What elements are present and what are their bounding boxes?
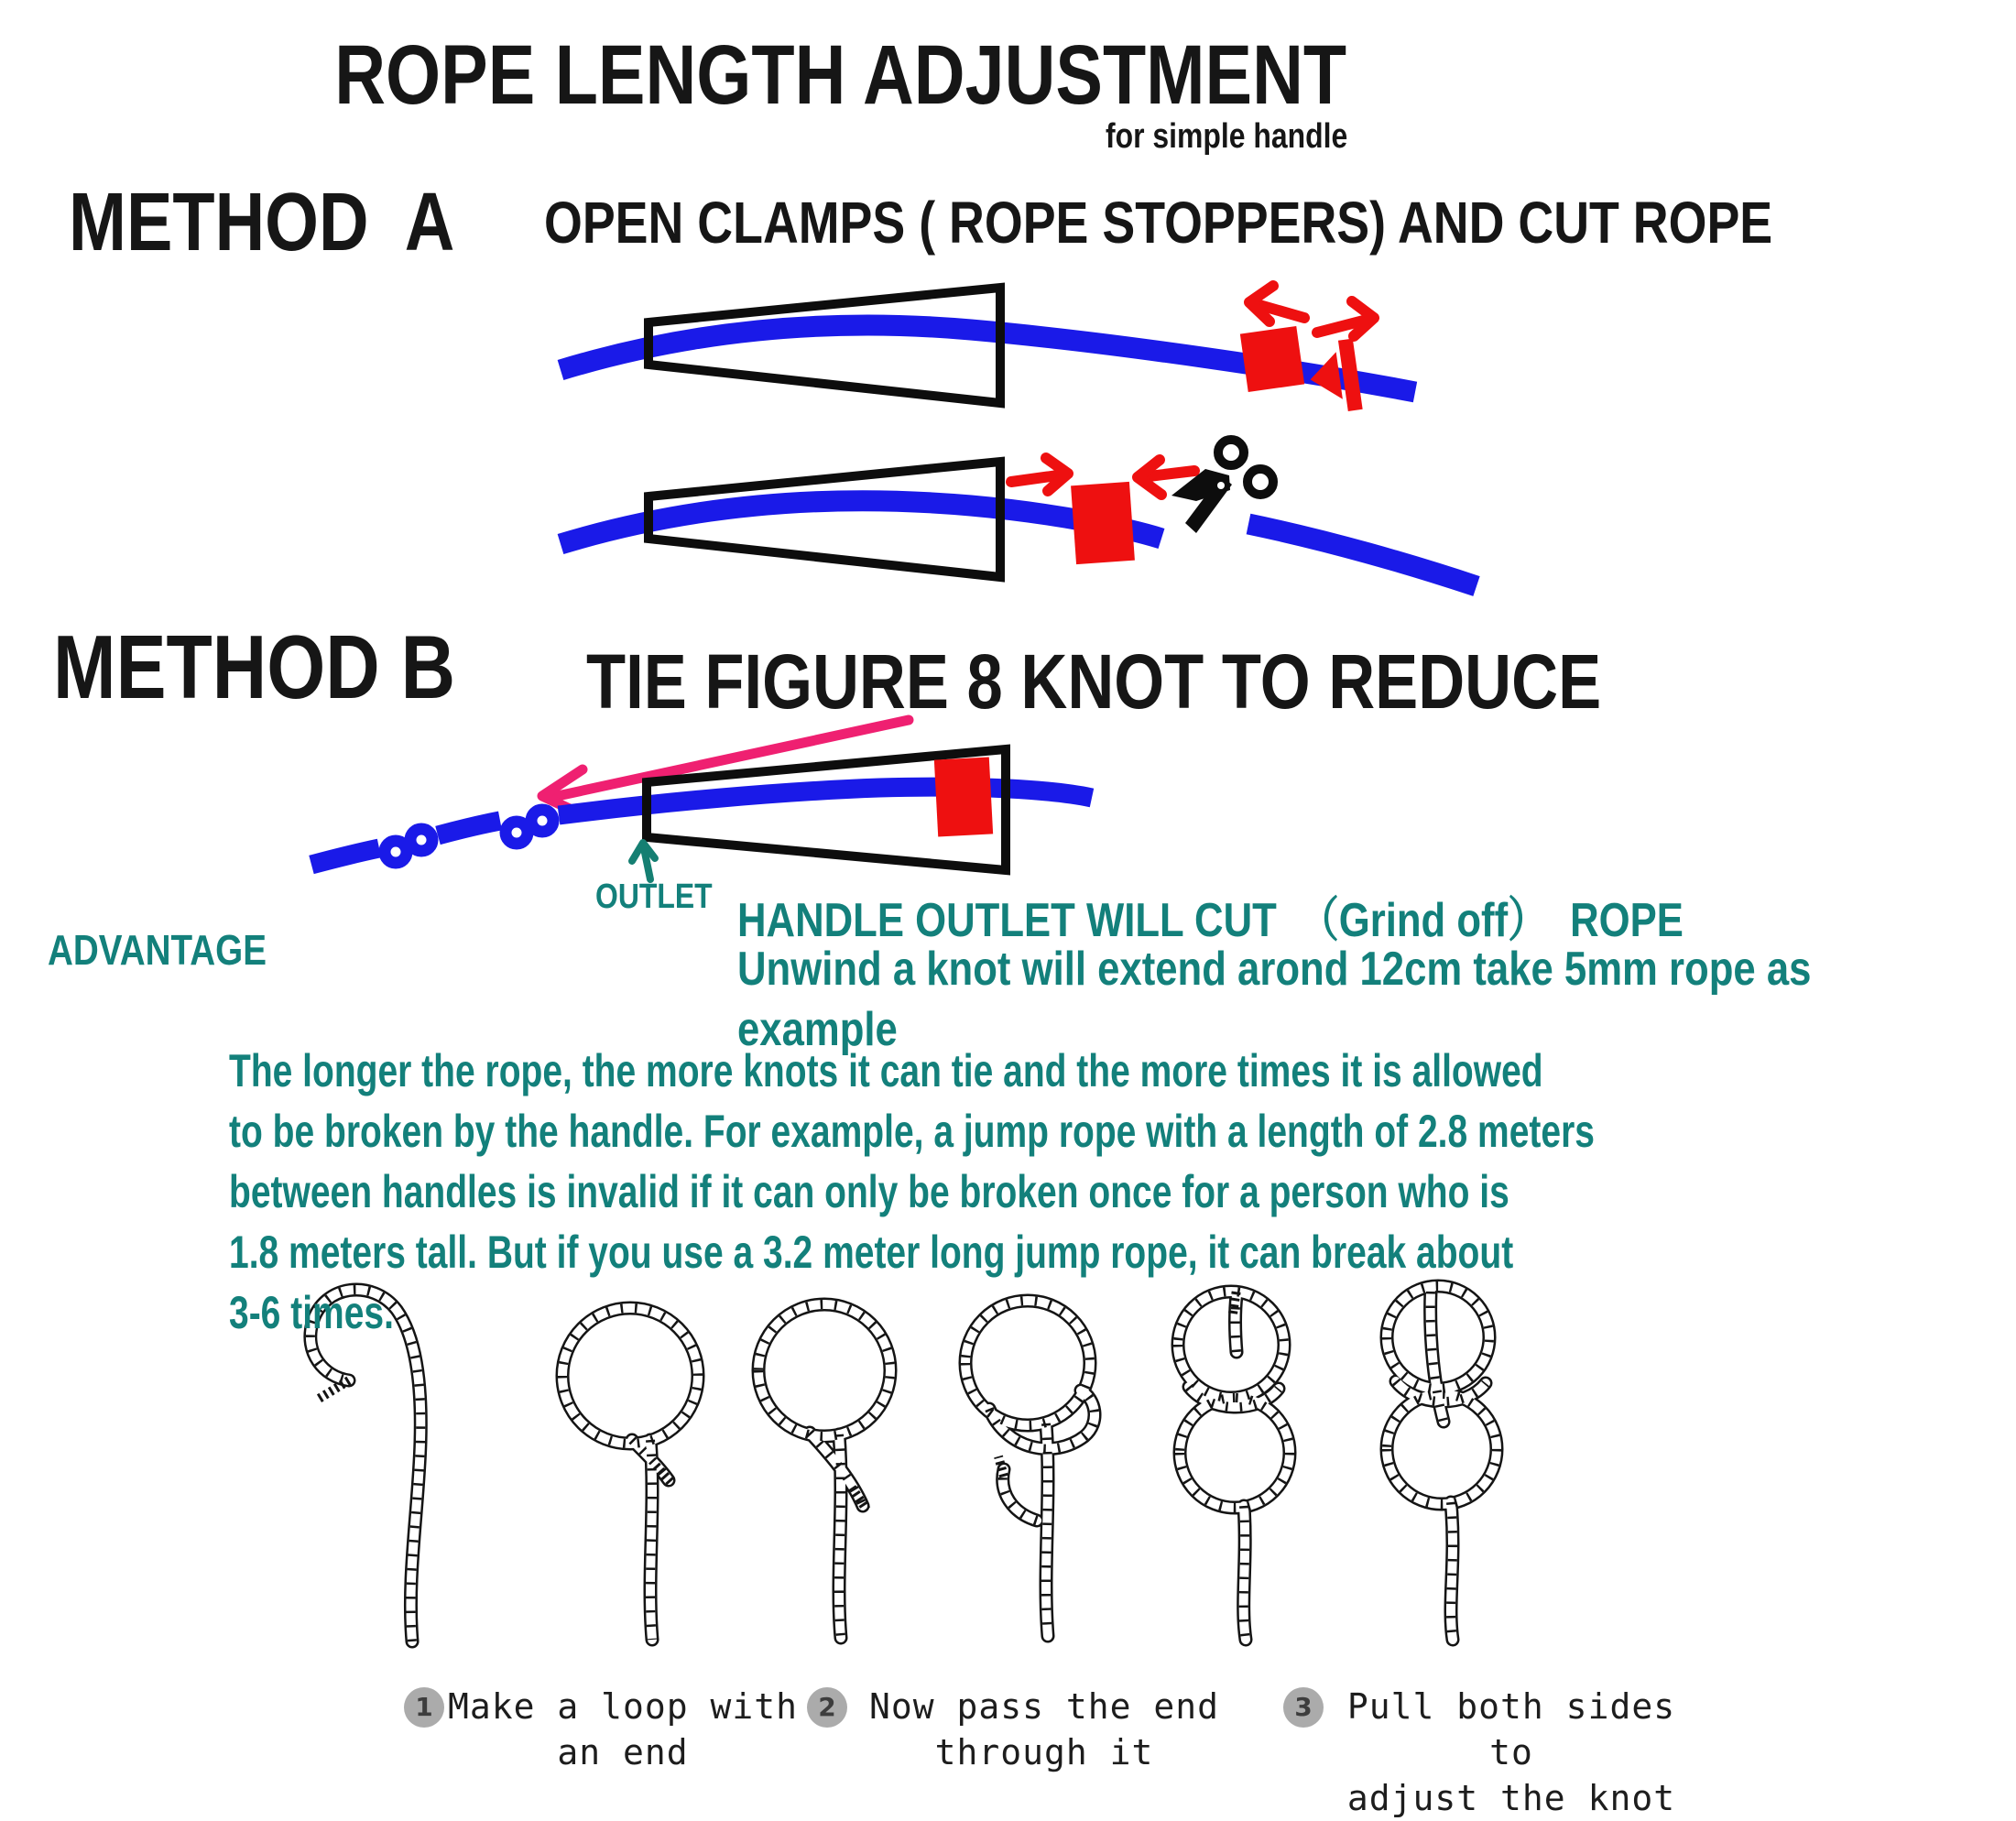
outlet-note-line-3: example [737, 1003, 898, 1056]
step-2-text [852, 1684, 1237, 1775]
jump-rope-after-cut [1248, 524, 1477, 586]
step-1-line-2: an end [557, 1732, 689, 1772]
method-b-label: METHOD B [53, 616, 456, 717]
rope-through-handle [559, 787, 1092, 815]
rope-between-knots [438, 821, 500, 835]
step-2-line-2: through it [934, 1732, 1154, 1772]
figure8-knot-2 [506, 810, 553, 844]
rope-clamp-moving [1305, 339, 1362, 416]
step-3-text [1319, 1684, 1704, 1821]
advantage-paragraph-line-4: 1.8 meters tall. But if you use a 3.2 meter long jump rope, it can break about [229, 1227, 1514, 1278]
method-a-heading: OPEN CLAMPS ( ROPE STOPPERS) AND CUT ROPE [544, 190, 1773, 256]
step-2-line-1: Now pass the end [868, 1686, 1220, 1727]
method-a-cut-rope-diagram [561, 440, 1477, 586]
method-b-figure8-diagram [311, 720, 1092, 879]
step-3-line-1: Pull both sides to [1346, 1686, 1676, 1772]
push-right-arrow [1011, 458, 1068, 491]
outlet-label: OUTLET [595, 878, 713, 916]
rope-clamp [934, 757, 993, 836]
step-3-number-badge: 3 [1283, 1687, 1324, 1728]
rope-wrap-around-figure [965, 1301, 1095, 1636]
rope-left-tail [311, 848, 379, 865]
page-title: ROPE LENGTH ADJUSTMENT [334, 28, 1347, 122]
advantage-paragraph-line-5: 3-6 times. [229, 1287, 394, 1338]
rope-loop-crossed-figure [562, 1308, 698, 1640]
slide-left-arrow [1249, 286, 1304, 322]
rope-clamp [1071, 482, 1135, 564]
advantage-paragraph-line-3: between handles is invalid if it can only be broken once for a person who is [229, 1166, 1509, 1217]
advantage-paragraph-line-2: to be broken by the handle. For example, a jump rope with a length of 2.8 meters [229, 1106, 1595, 1157]
outlet-note-line-1: HANDLE OUTLET WILL CUT （Grind off） ROPE [737, 894, 1684, 947]
rope-clamp [1240, 326, 1304, 392]
advantage-paragraph-line-1: The longer the rope, the more knots it can tie and the more times it is allowed [229, 1045, 1543, 1096]
rope-end-passed-figure [758, 1304, 890, 1638]
figure8-knot-tight-figure [1387, 1286, 1497, 1640]
method-a-label: METHOD A [69, 177, 455, 268]
figure8-knot-1 [385, 829, 432, 863]
step-2-number-badge: 2 [807, 1687, 847, 1728]
outlet-pointer-arrow [632, 843, 655, 879]
knot-step-illustrations [311, 1286, 1497, 1641]
step-3-line-2: adjust the knot [1346, 1778, 1676, 1818]
figure8-knot-loose-figure [1178, 1290, 1290, 1640]
advantage-label: ADVANTAGE [48, 926, 267, 974]
step-1-text [440, 1684, 806, 1775]
method-b-heading: TIE FIGURE 8 KNOT TO REDUCE [586, 638, 1602, 725]
page-subtitle: for simple handle [1106, 117, 1348, 156]
method-a-open-clamps-diagram [561, 286, 1415, 416]
step-1-line-1: Make a loop with [447, 1686, 799, 1727]
rope-loop-start-figure [311, 1290, 420, 1641]
outlet-note-line-2: Unwind a knot will extend arond 12cm take 5mm rope as [737, 943, 1812, 996]
slide-right-arrow [1317, 301, 1374, 336]
step-1-number-badge: 1 [404, 1687, 444, 1728]
